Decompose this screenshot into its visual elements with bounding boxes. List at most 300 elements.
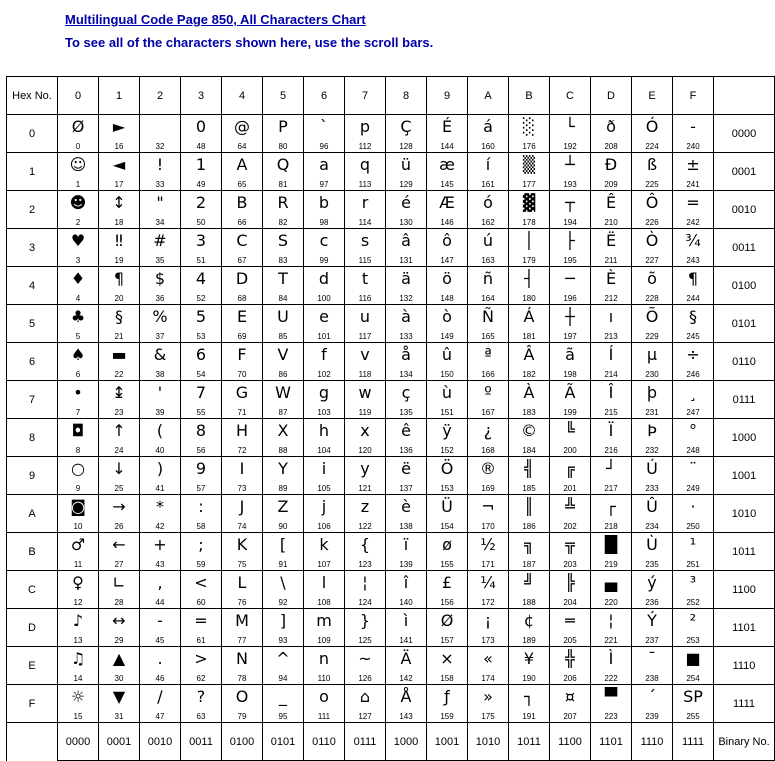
- character-glyph: v: [360, 345, 370, 364]
- decimal-code: 10: [73, 522, 83, 531]
- character-cell: [591, 191, 632, 229]
- character-glyph: #: [153, 231, 167, 250]
- character-cell: [386, 115, 427, 153]
- table-row: [7, 685, 775, 723]
- character-glyph: ┤: [524, 269, 534, 288]
- row-binary-label: 1101: [714, 609, 775, 647]
- character-glyph: ◘: [71, 421, 85, 440]
- character-cell: [140, 381, 181, 419]
- character-cell: [263, 495, 304, 533]
- character-cell: [222, 191, 263, 229]
- row-header: 1: [7, 153, 58, 191]
- character-glyph: ¬: [481, 497, 495, 516]
- character-glyph: -: [157, 611, 163, 630]
- decimal-code: 77: [237, 636, 247, 645]
- character-glyph: 2: [195, 193, 207, 212]
- decimal-code: 61: [196, 636, 206, 645]
- decimal-code: 15: [73, 712, 83, 721]
- character-cell: [591, 685, 632, 723]
- character-cell: [386, 419, 427, 457]
- character-glyph: ╔: [565, 459, 575, 478]
- decimal-code: 80: [278, 142, 288, 151]
- row-header: E: [7, 647, 58, 685]
- character-cell: [345, 457, 386, 495]
- character-glyph: ╝: [524, 573, 534, 592]
- decimal-code: 48: [196, 142, 206, 151]
- character-glyph: ←: [112, 535, 126, 554]
- character-cell: [58, 343, 99, 381]
- character-glyph: Ò: [645, 231, 659, 250]
- character-cell: [181, 153, 222, 191]
- character-cell: [550, 647, 591, 685]
- character-cell: [263, 647, 304, 685]
- decimal-code: 247: [686, 408, 700, 417]
- row-header: 2: [7, 191, 58, 229]
- decimal-code: 191: [522, 712, 536, 721]
- decimal-code: 147: [440, 256, 454, 265]
- decimal-code: 174: [481, 674, 495, 683]
- character-glyph: ╦: [565, 535, 575, 554]
- character-cell: [673, 571, 714, 609]
- character-cell: [304, 191, 345, 229]
- character-cell: [222, 495, 263, 533]
- decimal-code: 206: [563, 674, 577, 683]
- character-glyph: Ï: [608, 421, 614, 440]
- decimal-code: 74: [237, 522, 247, 531]
- decimal-code: 29: [114, 636, 124, 645]
- character-glyph: h: [318, 421, 330, 440]
- character-cell: [427, 495, 468, 533]
- character-cell: [345, 115, 386, 153]
- row-header: 9: [7, 457, 58, 495]
- decimal-code: 193: [563, 180, 577, 189]
- character-cell: [58, 533, 99, 571]
- character-cell: [140, 343, 181, 381]
- character-cell: [99, 457, 140, 495]
- chart-title-link[interactable]: Multilingual Code Page 850, All Characters Chart: [65, 12, 366, 27]
- character-glyph: 6: [195, 345, 207, 364]
- character-glyph: f: [321, 345, 327, 364]
- decimal-code: 83: [278, 256, 288, 265]
- character-cell: [222, 533, 263, 571]
- column-header: 9: [427, 77, 468, 115]
- decimal-code: 66: [237, 218, 247, 227]
- decimal-code: 52: [196, 294, 206, 303]
- character-cell: [181, 571, 222, 609]
- character-glyph: ½: [480, 535, 496, 554]
- decimal-code: 32: [155, 142, 165, 151]
- character-cell: [509, 305, 550, 343]
- decimal-code: 129: [399, 180, 413, 189]
- decimal-code: 91: [278, 560, 288, 569]
- character-glyph: *: [156, 497, 164, 516]
- character-glyph: ║: [524, 497, 534, 516]
- column-binary-label: 1000: [386, 723, 427, 761]
- decimal-code: 117: [358, 332, 372, 341]
- decimal-code: 58: [196, 522, 206, 531]
- character-cell: [222, 571, 263, 609]
- table-row: [7, 571, 775, 609]
- character-glyph: J: [239, 497, 245, 516]
- character-cell: [181, 685, 222, 723]
- character-cell: [263, 267, 304, 305]
- character-cell: [468, 153, 509, 191]
- decimal-code: 79: [237, 712, 247, 721]
- character-glyph: »: [483, 687, 493, 706]
- decimal-code: 35: [155, 256, 165, 265]
- decimal-code: 236: [645, 598, 659, 607]
- character-glyph: Ø: [71, 117, 85, 136]
- character-glyph: ó: [483, 193, 493, 212]
- character-cell: [509, 267, 550, 305]
- decimal-code: 119: [358, 408, 372, 417]
- decimal-code: 229: [645, 332, 659, 341]
- character-cell: [345, 343, 386, 381]
- character-glyph: à: [401, 307, 411, 326]
- character-glyph: ý: [647, 573, 657, 592]
- character-glyph: →: [112, 497, 126, 516]
- decimal-code: 78: [237, 674, 247, 683]
- character-glyph: ´: [648, 687, 656, 706]
- decimal-code: 72: [237, 446, 247, 455]
- character-glyph: ‼: [115, 231, 123, 250]
- character-cell: [509, 647, 550, 685]
- character-cell: [140, 533, 181, 571]
- character-glyph: «: [483, 649, 493, 668]
- column-header: 0: [58, 77, 99, 115]
- row-binary-label: 0101: [714, 305, 775, 343]
- character-cell: [550, 115, 591, 153]
- character-cell: [304, 305, 345, 343]
- decimal-code: 3: [75, 256, 81, 265]
- character-cell: [427, 381, 468, 419]
- decimal-code: 13: [73, 636, 83, 645]
- column-header: D: [591, 77, 632, 115]
- character-cell: [99, 305, 140, 343]
- character-cell: [427, 343, 468, 381]
- character-cell: [468, 609, 509, 647]
- character-glyph: ¶: [687, 269, 699, 288]
- character-cell: [58, 229, 99, 267]
- decimal-code: 167: [481, 408, 495, 417]
- decimal-code: 243: [686, 256, 700, 265]
- decimal-code: 248: [686, 446, 700, 455]
- character-glyph: &: [153, 345, 167, 364]
- character-glyph: 4: [195, 269, 207, 288]
- column-header: E: [632, 77, 673, 115]
- character-glyph: Õ: [645, 307, 659, 326]
- character-cell: [345, 533, 386, 571]
- character-cell: [386, 191, 427, 229]
- character-glyph: W: [275, 383, 291, 402]
- character-cell: [140, 229, 181, 267]
- character-glyph: ¿: [483, 421, 493, 440]
- character-glyph: Ú: [646, 459, 658, 478]
- decimal-code: 5: [75, 332, 81, 341]
- character-cell: [632, 609, 673, 647]
- decimal-code: 18: [114, 218, 124, 227]
- decimal-code: 151: [440, 408, 454, 417]
- character-cell: [345, 305, 386, 343]
- decimal-code: 112: [358, 142, 372, 151]
- character-cell: [58, 457, 99, 495]
- decimal-code: 228: [645, 294, 659, 303]
- decimal-code: 8: [75, 446, 81, 455]
- row-header: 8: [7, 419, 58, 457]
- decimal-code: 185: [522, 484, 536, 493]
- character-cell: [673, 267, 714, 305]
- decimal-code: 166: [481, 370, 495, 379]
- character-glyph: _: [279, 687, 287, 706]
- decimal-code: 113: [358, 180, 372, 189]
- character-glyph: È: [605, 269, 617, 288]
- character-cell: [632, 229, 673, 267]
- character-cell: [427, 609, 468, 647]
- character-glyph: ñ: [482, 269, 494, 288]
- character-cell: [304, 267, 345, 305]
- character-glyph: þ: [646, 383, 658, 402]
- character-glyph: æ: [439, 155, 455, 174]
- decimal-code: 63: [196, 712, 206, 721]
- character-glyph: Û: [646, 497, 658, 516]
- character-glyph: ì: [403, 611, 409, 630]
- decimal-code: 131: [399, 256, 413, 265]
- character-glyph: å: [401, 345, 411, 364]
- character-cell: [140, 457, 181, 495]
- character-cell: [591, 533, 632, 571]
- decimal-code: 198: [563, 370, 577, 379]
- decimal-code: 44: [155, 598, 165, 607]
- character-glyph: ╗: [524, 535, 534, 554]
- character-cell: [632, 419, 673, 457]
- character-cell: [99, 571, 140, 609]
- character-cell: [550, 381, 591, 419]
- decimal-code: 245: [686, 332, 700, 341]
- character-glyph: â: [401, 231, 411, 250]
- decimal-code: 234: [645, 522, 659, 531]
- character-cell: [58, 647, 99, 685]
- decimal-code: 213: [604, 332, 618, 341]
- character-glyph: ë: [401, 459, 411, 478]
- decimal-code: 106: [317, 522, 331, 531]
- column-header: B: [509, 77, 550, 115]
- character-glyph: ,: [157, 573, 163, 592]
- decimal-code: 168: [481, 446, 495, 455]
- character-cell: [263, 457, 304, 495]
- decimal-code: 199: [563, 408, 577, 417]
- character-cell: [345, 647, 386, 685]
- character-glyph: 5: [195, 307, 207, 326]
- character-glyph: T: [278, 269, 288, 288]
- character-glyph: K: [236, 535, 248, 554]
- character-cell: [345, 191, 386, 229]
- character-cell: [58, 495, 99, 533]
- row-binary-label: 0010: [714, 191, 775, 229]
- character-cell: [591, 571, 632, 609]
- column-binary-label: 0110: [304, 723, 345, 761]
- decimal-code: 54: [196, 370, 206, 379]
- character-glyph: ": [156, 193, 164, 212]
- character-cell: [181, 381, 222, 419]
- decimal-code: 97: [319, 180, 329, 189]
- character-glyph: M: [235, 611, 249, 630]
- decimal-code: 111: [317, 712, 331, 721]
- character-glyph: ┘: [606, 459, 616, 478]
- character-glyph: ¸: [689, 383, 697, 402]
- character-cell: [304, 609, 345, 647]
- column-header-row: [7, 77, 775, 115]
- decimal-code: 92: [278, 598, 288, 607]
- decimal-code: 233: [645, 484, 659, 493]
- character-cell: [386, 229, 427, 267]
- character-cell: [591, 343, 632, 381]
- character-cell: [304, 115, 345, 153]
- character-glyph: ↨: [112, 383, 126, 402]
- character-glyph: x: [360, 421, 370, 440]
- decimal-code: 107: [317, 560, 331, 569]
- character-glyph: ú: [482, 231, 494, 250]
- character-cell: [263, 533, 304, 571]
- character-cell: [263, 571, 304, 609]
- character-cell: [468, 533, 509, 571]
- decimal-code: 153: [440, 484, 454, 493]
- decimal-code: 127: [358, 712, 372, 721]
- character-glyph: i: [321, 459, 327, 478]
- decimal-code: 37: [155, 332, 165, 341]
- decimal-code: 138: [399, 522, 413, 531]
- decimal-code: 24: [114, 446, 124, 455]
- character-cell: [468, 685, 509, 723]
- decimal-code: 25: [114, 484, 124, 493]
- character-glyph: I: [239, 459, 245, 478]
- character-cell: [263, 305, 304, 343]
- character-cell: [140, 685, 181, 723]
- decimal-code: 148: [440, 294, 454, 303]
- character-cell: [140, 647, 181, 685]
- row-header: 3: [7, 229, 58, 267]
- character-cell: [58, 381, 99, 419]
- character-glyph: n: [318, 649, 330, 668]
- character-cell: [181, 495, 222, 533]
- character-cell: [550, 685, 591, 723]
- character-glyph: É: [441, 117, 453, 136]
- character-cell: [386, 495, 427, 533]
- character-glyph: H: [235, 421, 249, 440]
- character-cell: [427, 153, 468, 191]
- character-cell: [427, 115, 468, 153]
- decimal-code: 70: [237, 370, 247, 379]
- character-cell: [304, 685, 345, 723]
- decimal-code: 230: [645, 370, 659, 379]
- decimal-code: 188: [522, 598, 536, 607]
- character-glyph: ┼: [565, 307, 575, 326]
- row-binary-label: 0001: [714, 153, 775, 191]
- character-glyph: Â: [523, 345, 535, 364]
- character-glyph: .: [157, 649, 163, 668]
- character-cell: [673, 495, 714, 533]
- decimal-code: 55: [196, 408, 206, 417]
- character-cell: [591, 419, 632, 457]
- character-glyph: └: [565, 117, 575, 136]
- character-cell: [99, 647, 140, 685]
- character-cell: [99, 609, 140, 647]
- character-cell: [386, 533, 427, 571]
- decimal-code: 189: [522, 636, 536, 645]
- table-row: [7, 191, 775, 229]
- decimal-code: 102: [317, 370, 331, 379]
- decimal-code: 36: [155, 294, 165, 303]
- decimal-code: 181: [522, 332, 536, 341]
- character-cell: [99, 495, 140, 533]
- decimal-code: 123: [358, 560, 372, 569]
- character-cell: [140, 571, 181, 609]
- character-cell: [550, 457, 591, 495]
- decimal-code: 200: [563, 446, 577, 455]
- character-glyph: -: [690, 117, 696, 136]
- character-cell: [509, 153, 550, 191]
- character-cell: [427, 419, 468, 457]
- character-cell: [181, 647, 222, 685]
- row-header: D: [7, 609, 58, 647]
- decimal-code: 133: [399, 332, 413, 341]
- decimal-code: 98: [319, 218, 329, 227]
- character-glyph: ↓: [112, 459, 126, 478]
- decimal-code: 183: [522, 408, 536, 417]
- footer-spacer: [7, 723, 58, 761]
- character-cell: [345, 495, 386, 533]
- character-glyph: ═: [565, 611, 575, 630]
- character-cell: [550, 571, 591, 609]
- decimal-code: 126: [358, 674, 372, 683]
- character-glyph: ☺: [69, 155, 87, 174]
- decimal-code: 125: [358, 636, 372, 645]
- decimal-code: 132: [399, 294, 413, 303]
- column-binary-label: 1001: [427, 723, 468, 761]
- decimal-code: 85: [278, 332, 288, 341]
- column-binary-label: 0000: [58, 723, 99, 761]
- character-cell: [99, 115, 140, 153]
- character-glyph: •: [73, 383, 83, 402]
- character-cell: [304, 343, 345, 381]
- character-cell: [591, 647, 632, 685]
- scroll-instructions: To see all of the characters shown here, use the scroll bars.: [65, 35, 434, 50]
- character-glyph: Ö: [440, 459, 454, 478]
- character-glyph: é: [401, 193, 411, 212]
- character-glyph: ö: [442, 269, 452, 288]
- decimal-code: 124: [358, 598, 372, 607]
- character-glyph: A: [236, 155, 248, 174]
- character-glyph: ¶: [113, 269, 125, 288]
- decimal-code: 136: [399, 446, 413, 455]
- character-glyph: @: [234, 117, 250, 136]
- character-glyph: Ä: [400, 649, 412, 668]
- row-binary-label: 1001: [714, 457, 775, 495]
- character-glyph: l: [321, 573, 327, 592]
- character-glyph: ○: [71, 459, 85, 478]
- character-glyph: F: [237, 345, 247, 364]
- decimal-code: 69: [237, 332, 247, 341]
- character-glyph: L: [237, 573, 247, 592]
- column-binary-label: 1011: [509, 723, 550, 761]
- decimal-code: 169: [481, 484, 495, 493]
- table-row: [7, 305, 775, 343]
- column-binary-label: 1101: [591, 723, 632, 761]
- column-binary-label: 0101: [263, 723, 304, 761]
- character-glyph: ▲: [112, 649, 126, 668]
- character-glyph: Ô: [645, 193, 659, 212]
- decimal-code: 244: [686, 294, 700, 303]
- decimal-code: 16: [114, 142, 124, 151]
